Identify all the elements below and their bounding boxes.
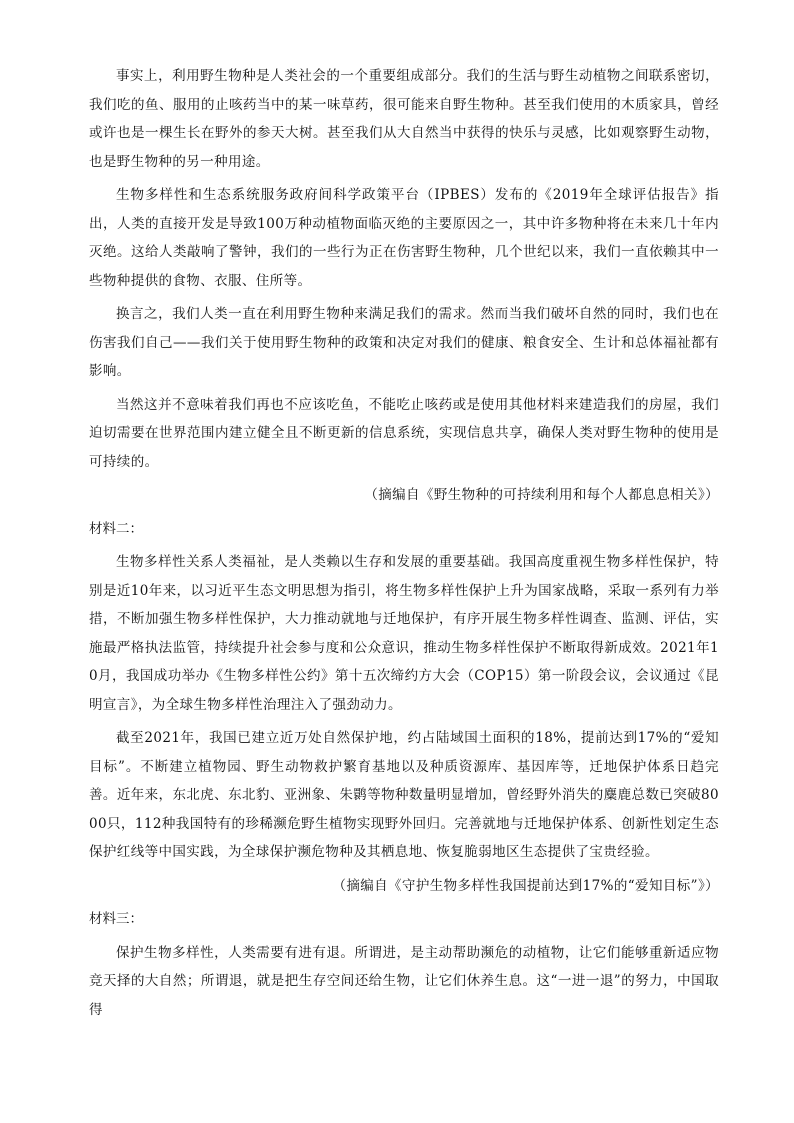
paragraph: 事实上，利用野生物种是人类社会的一个重要组成部分。我们的生活与野生动植物之间联系密切，我们吃的鱼、服用的止咳药当中的某一味草药，很可能来自野生物种。甚至我们使用的木质家具，曾经或许也是一棵生长在野外的参天大树。甚至我们从大自然当中获得的快乐与灵感，比如观察野生动物，也是野生物种的另一种用途。 (89, 68, 719, 170)
paragraph: 截至2021年，我国已建立近万处自然保护地，约占陆域国土面积的18%，提前达到17%的“爱知目标”。不断建立植物园、野生动物救护繁育基地以及种质资源库、基因库等，迁地保护体系日趋完善。近年来，东北虎、东北豹、亚洲象、朱鹮等物种数量明显增加，曾经野外消失的麋鹿总数已突破8000只，112种我国特有的珍稀濒危野生植物实现野外回归。完善就地与迁地保护体系、创新性划定生态保护红线等中国实践，为全球保护濒危物种及其栖息地、恢复脆弱地区生态提供了宝贵经验。 (89, 730, 719, 860)
section-label: 材料二： (89, 520, 143, 537)
paragraph: 保护生物多样性，人类需要有进有退。所谓进，是主动帮助濒危的动植物，让它们能够重新适应物竞天择的大自然；所谓退，就是把生存空间还给生物，让它们休养生息。这“一进一退”的努力，中国取得 (89, 944, 719, 1018)
section-label: 材料三： (89, 911, 143, 927)
source-citation: （摘编自《野生物种的可持续利用和每个人都息息相关》） (364, 487, 719, 503)
paragraph: 当然这并不意味着我们再也不应该吃鱼，不能吃止咳药或是使用其他材料来建造我们的房屋，我们迫切需要在世界范围内建立健全且不断更新的信息系统，实现信息共享，确保人类对野生物种的使用是可持续的。 (89, 396, 719, 470)
material-one (89, 62, 719, 510)
paragraph: 换言之，我们人类一直在利用野生物种来满足我们的需求。然而当我们破坏自然的同时，我们也在伤害我们自己——我们关于使用野生物种的政策和决定对我们的健康、粮食安全、生计和总体福祉都有影响。 (89, 306, 719, 379)
paragraph: 生物多样性和生态系统服务政府间科学政策平台（IPBES）发布的《2019年全球评估报告》指出，人类的直接开发是导致100万种动植物面临灭绝的主要原因之一，其中许多物种将在未来几十年内灭绝。这给人类敲响了警钟，我们的一些行为正在伤害野生物种，几个世纪以来，我们一直依赖其中一些物种提供的食物、衣服、住所等。 (89, 187, 719, 289)
material-three (89, 905, 719, 1024)
document-page (89, 62, 719, 1029)
material-two (89, 515, 719, 901)
source-citation: （摘编自《守护生物多样性我国提前达到17%的“爱知目标”》） (332, 877, 719, 894)
paragraph: 生物多样性关系人类福祉，是人类赖以生存和发展的重要基础。我国高度重视生物多样性保护，特别是近10年来，以习近平生态文明思想为指引，将生物多样性保护上升为国家战略，采取一系列有力举措，不断加强生物多样性保护，大力推动就地与迁地保护，有序开展生物多样性调查、监测、评估，实施最严格执法监管，持续提升社会参与度和公众意识，推动生物多样性保护不断取得新成效。2021年10月，我国成功举办《生物多样性公约》第十五次缔约方大会（COP15）第一阶段会议，会议通过《昆明宣言》，为全球生物多样性治理注入了强劲动力。 (89, 554, 719, 713)
